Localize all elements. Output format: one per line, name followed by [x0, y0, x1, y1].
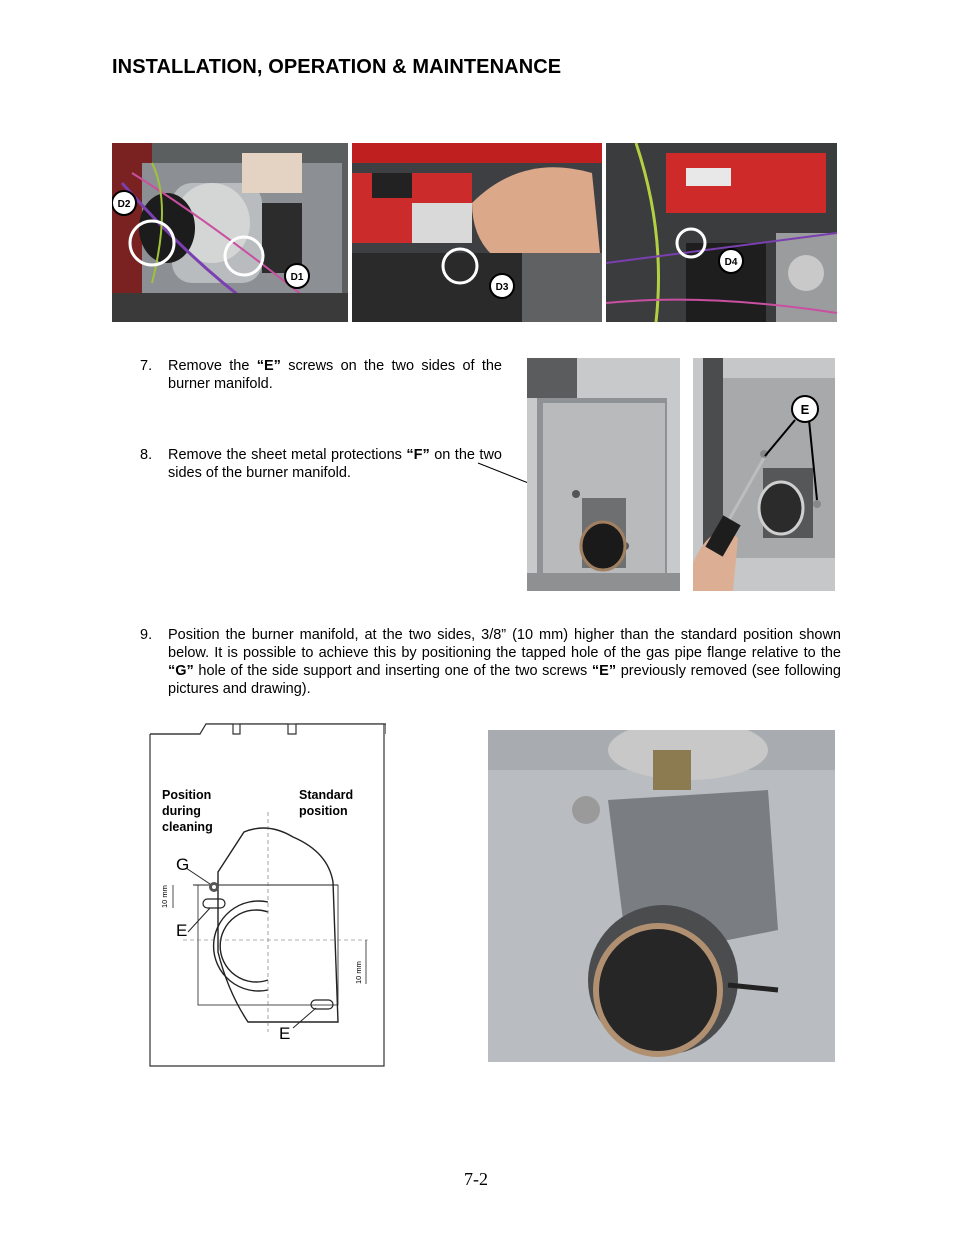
label-e1: E — [176, 921, 188, 940]
step-text: Remove the sheet metal protections “F” on the two sides of the burner manifold. — [168, 447, 502, 481]
wiring-photo-illustration — [606, 143, 837, 322]
step-text: Position the burner manifold, at the two sides, 3/8” (10 mm) higher than the standard position shown below. It is possible to achieve this by positioning the tapped hole of the gas pipe flange relative to the “G” hole of the side support and inserting one of the two screws “E” previously removed (see following pictures and drawing). — [168, 627, 841, 697]
label-d1: D1 — [290, 272, 304, 283]
position-drawing — [148, 722, 386, 1068]
dim-right: 10 mm — [354, 961, 363, 984]
step-number: 7. — [140, 358, 153, 374]
hand-photo-illustration — [352, 143, 602, 322]
photo-manifold-positioned — [488, 730, 835, 1062]
label-e: E — [800, 402, 810, 417]
photo-d3 — [352, 143, 602, 322]
photo-d1-d2 — [112, 143, 348, 322]
dim-left: 10 mm — [160, 885, 169, 908]
step-number: 8. — [140, 447, 153, 463]
plate-photo-illustration — [527, 358, 680, 591]
label-position-1: Position — [162, 788, 212, 802]
manifold-photo-illustration — [488, 730, 835, 1062]
label-standard-1: Standard — [299, 788, 354, 802]
screwdriver-photo-illustration — [693, 358, 835, 591]
label-position-2: during — [162, 804, 201, 818]
label-d3: D3 — [495, 282, 509, 293]
page-number: 7-2 — [464, 1169, 488, 1189]
label-position-3: cleaning — [162, 820, 213, 834]
photo-d4 — [606, 143, 837, 322]
label-d4: D4 — [724, 257, 738, 268]
label-e2: E — [279, 1024, 291, 1043]
photo-sheet-metal-protection — [527, 358, 680, 591]
step-text: Remove the “E” screws on the two sides of the burner manifold. — [168, 358, 502, 392]
page-title: INSTALLATION, OPERATION & MAINTENANCE — [112, 56, 562, 78]
label-standard-2: position — [299, 804, 348, 818]
label-g: G — [176, 855, 190, 874]
label-d2: D2 — [117, 199, 131, 210]
position-drawing-svg — [148, 722, 386, 1068]
photo-screws-e — [693, 358, 835, 591]
step-number: 9. — [140, 627, 153, 643]
engine-photo-illustration — [112, 143, 348, 322]
